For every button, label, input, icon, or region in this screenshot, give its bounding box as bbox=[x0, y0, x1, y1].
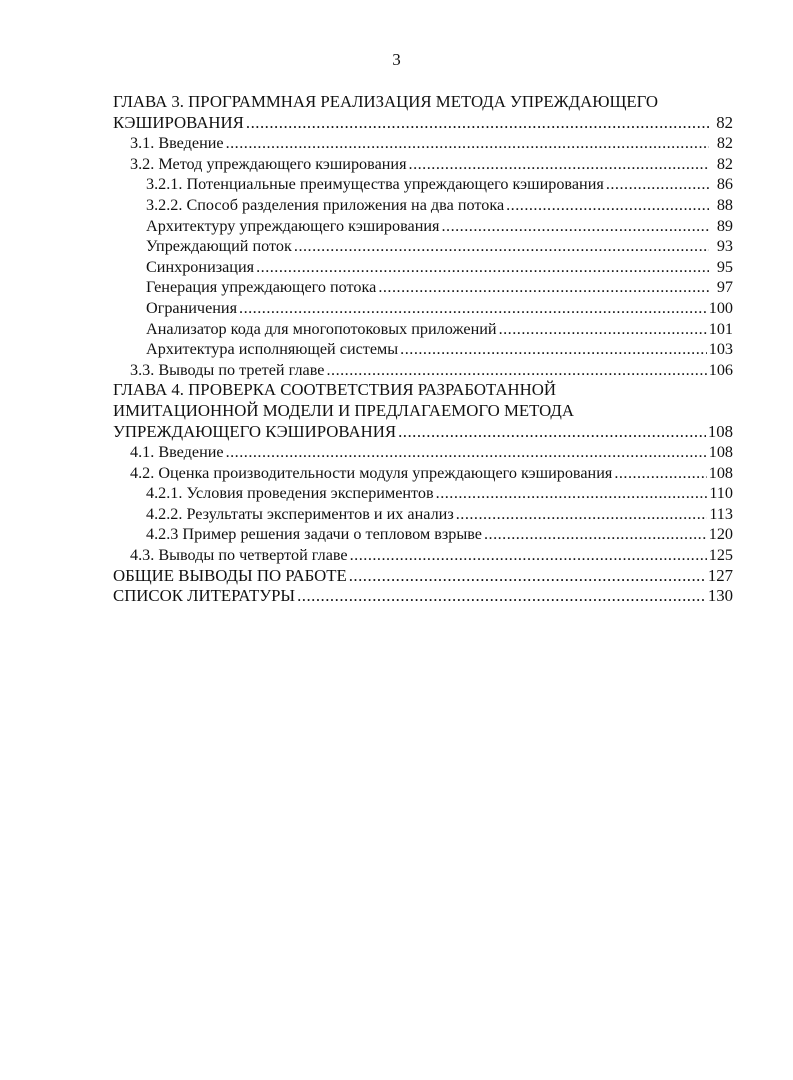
toc-entry-title: 4.2.3 Пример решения задачи о тепловом взрыве bbox=[146, 525, 482, 544]
toc-entry-page: 82 bbox=[716, 154, 733, 173]
toc-entry-title: 4.2.2. Результаты экспериментов и их анализ bbox=[146, 504, 454, 523]
toc-entry-page: 113 bbox=[709, 504, 733, 523]
toc-entry-limitations bbox=[113, 298, 733, 319]
dot-leader bbox=[614, 463, 706, 484]
toc-entry-4-2-1 bbox=[113, 483, 733, 504]
toc-entry-page: 130 bbox=[707, 586, 733, 606]
toc-entry-thread-generation bbox=[113, 277, 733, 298]
chapter-3-heading-line: ГЛАВА 3. ПРОГРАММНАЯ РЕАЛИЗАЦИЯ МЕТОДА УПРЕЖДАЮЩЕГО bbox=[113, 92, 659, 111]
toc-entry-page: 97 bbox=[716, 278, 733, 297]
toc-entry-page: 82 bbox=[716, 112, 733, 132]
toc-entry-code-analyzer bbox=[113, 319, 733, 340]
dot-leader bbox=[226, 442, 707, 463]
page-number: 3 bbox=[392, 50, 401, 69]
toc-entry-conclusions bbox=[113, 566, 733, 587]
toc-entry-page: 108 bbox=[707, 421, 733, 441]
toc-entry-page: 108 bbox=[708, 463, 733, 482]
toc-entry-page: 89 bbox=[716, 216, 733, 235]
toc-entry-title: ОБЩИЕ ВЫВОДЫ ПО РАБОТЕ bbox=[113, 565, 347, 585]
dot-leader bbox=[226, 133, 709, 154]
toc-entry-title: Ограничения bbox=[146, 298, 238, 317]
toc-entry-references bbox=[113, 586, 733, 607]
dot-leader bbox=[239, 298, 707, 319]
dot-leader bbox=[400, 339, 707, 360]
toc-entry-title: 3.2.2. Способ разделения приложения на два потока bbox=[146, 195, 505, 214]
toc-entry-page: 125 bbox=[708, 546, 733, 565]
toc-entry-title: Архитектура исполняющей системы bbox=[146, 340, 399, 359]
toc-entry-title: УПРЕЖДАЮЩЕГО КЭШИРОВАНИЯ bbox=[113, 421, 397, 441]
toc-entry-title: Упреждающий поток bbox=[146, 237, 292, 256]
toc-entry-page: 100 bbox=[708, 298, 733, 317]
toc-entry-4-3 bbox=[113, 545, 733, 566]
toc-entry-title: 3.2. Метод упреждающего кэширования bbox=[130, 154, 407, 173]
toc-entry-page: 110 bbox=[709, 484, 733, 503]
toc-entry-3-2 bbox=[113, 154, 733, 175]
toc-entry-page: 95 bbox=[716, 257, 733, 276]
toc-entry-title: 4.1. Введение bbox=[130, 443, 224, 462]
dot-leader bbox=[436, 483, 708, 504]
toc-entry-page: 86 bbox=[716, 175, 733, 194]
dot-leader bbox=[256, 257, 709, 278]
dot-leader bbox=[378, 277, 709, 298]
toc-entry-architecture bbox=[113, 216, 733, 237]
chapter-4-heading-line: ГЛАВА 4. ПРОВЕРКА СООТВЕТСТВИЯ РАЗРАБОТАННОЙ bbox=[113, 380, 556, 400]
toc-entry-title: 4.3. Выводы по четвертой главе bbox=[130, 546, 348, 565]
toc-entry-page: 127 bbox=[707, 565, 733, 585]
toc-entry-3-1 bbox=[113, 133, 733, 154]
dot-leader bbox=[246, 113, 709, 134]
toc-entry-page: 106 bbox=[708, 360, 733, 379]
toc-entry-chapter-3 bbox=[113, 113, 733, 134]
dot-leader bbox=[606, 174, 709, 195]
toc-entry-4-2-3 bbox=[113, 524, 733, 545]
toc-entry-runtime-architecture bbox=[113, 339, 733, 360]
toc-entry-title: Анализатор кода для многопотоковых приложений bbox=[146, 319, 497, 338]
dot-leader bbox=[350, 545, 707, 566]
toc-entry-title: 3.2.1. Потенциальные преимущества упреждающего кэширования bbox=[146, 175, 604, 194]
toc-entry-title: 4.2. Оценка производительности модуля упреждающего кэширования bbox=[130, 463, 613, 482]
chapter-4-heading-line: ИМИТАЦИОННОЙ МОДЕЛИ И ПРЕДЛАГАЕМОГО МЕТОДА bbox=[113, 400, 574, 420]
toc-entry-synchronization bbox=[113, 257, 733, 278]
toc-entry-page: 82 bbox=[716, 134, 733, 153]
toc-entry-3-2-2 bbox=[113, 195, 733, 216]
toc-entry-page: 101 bbox=[708, 319, 733, 338]
dot-leader bbox=[441, 216, 709, 237]
dot-leader bbox=[499, 319, 707, 340]
toc-entry-page: 108 bbox=[708, 443, 733, 462]
toc-entry-title: КЭШИРОВАНИЯ bbox=[113, 112, 244, 132]
table-of-contents bbox=[113, 92, 733, 607]
toc-entry-page: 103 bbox=[708, 340, 733, 359]
dot-leader bbox=[506, 195, 709, 216]
dot-leader bbox=[326, 360, 706, 381]
toc-entry-title: 3.3. Выводы по третей главе bbox=[130, 360, 325, 379]
toc-entry-title: 4.2.1. Условия проведения экспериментов bbox=[146, 484, 434, 503]
toc-entry-3-3 bbox=[113, 360, 733, 381]
toc-entry-title: Генерация упреждающего потока bbox=[146, 278, 377, 297]
dot-leader bbox=[456, 504, 708, 525]
toc-entry-4-2-2 bbox=[113, 504, 733, 525]
dot-leader bbox=[297, 586, 706, 607]
toc-entry-title: Архитектуру упреждающего кэширования bbox=[146, 216, 440, 235]
toc-entry-prefetch-thread bbox=[113, 236, 733, 257]
dot-leader bbox=[349, 566, 706, 587]
toc-entry-title: СПИСОК ЛИТЕРАТУРЫ bbox=[113, 586, 296, 606]
toc-entry-4-1 bbox=[113, 442, 733, 463]
dot-leader bbox=[398, 422, 706, 443]
toc-entry-title: Синхронизация bbox=[146, 257, 255, 276]
toc-entry-chapter-4 bbox=[113, 422, 733, 443]
toc-entry-page: 93 bbox=[716, 237, 733, 256]
toc-entry-page: 88 bbox=[716, 195, 733, 214]
dot-leader bbox=[484, 524, 707, 545]
dot-leader bbox=[409, 154, 709, 175]
toc-entry-3-2-1 bbox=[113, 174, 733, 195]
toc-entry-title: 3.1. Введение bbox=[130, 134, 224, 153]
dot-leader bbox=[294, 236, 709, 257]
toc-entry-page: 120 bbox=[708, 525, 733, 544]
toc-entry-4-2 bbox=[113, 463, 733, 484]
